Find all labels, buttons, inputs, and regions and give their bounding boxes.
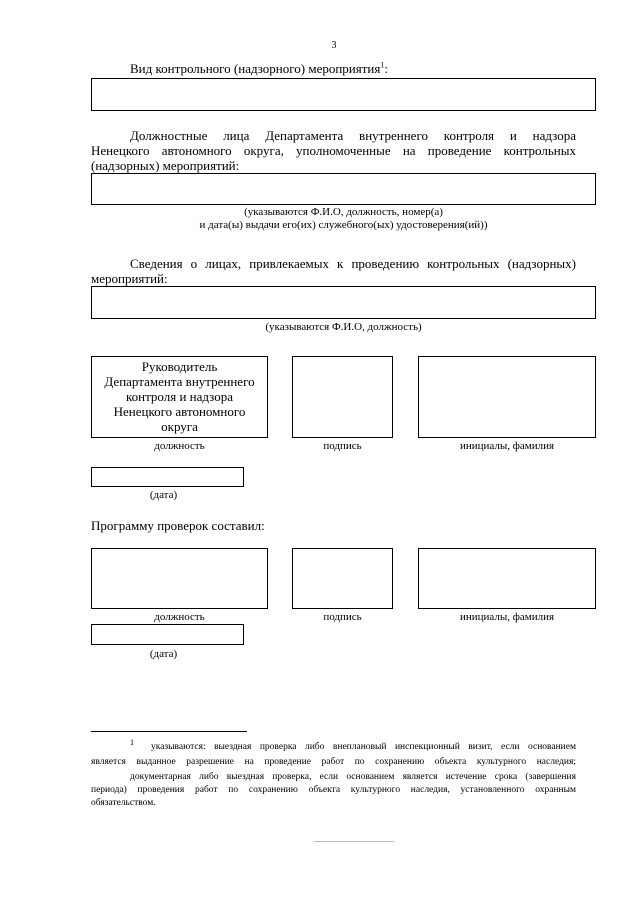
compiler-label-date: (дата) (149, 648, 178, 660)
officials-line-2: Ненецкого автономного округа, уполномоченные на проведение контрольных (91, 143, 576, 158)
head-position-line: контроля и надзора (125, 389, 234, 404)
footnote-para1-line1 (91, 737, 576, 753)
officials-line-1: Должностные лица Департамента внутреннего контроля и надзора (130, 128, 576, 143)
page-number: 3 (331, 40, 337, 51)
footnote-separator (91, 731, 247, 732)
persons-hint: (указываются Ф.И.О, должность) (265, 321, 422, 333)
persons-line-1: Сведения о лицах, привлекаемых к проведению контрольных (надзорных) (130, 256, 576, 271)
head-name-field[interactable] (418, 356, 596, 438)
compiler-name-field[interactable] (418, 548, 596, 609)
officials-line-3: (надзорных) мероприятий: (91, 158, 240, 173)
compiler-signature-field[interactable] (292, 548, 393, 609)
head-position-line: Ненецкого автономного (113, 404, 246, 419)
head-label-name: инициалы, фамилия (459, 440, 555, 452)
officials-hint-2: и дата(ы) выдачи его(их) служебного(ых) удостоверения(ий)) (199, 219, 488, 231)
compiler-label-position: должность (154, 611, 205, 623)
footnote-para2-line1: документарная либо выездная проверка, если основанием является истечение срока (завершения (130, 772, 576, 782)
head-date-field[interactable] (91, 467, 244, 487)
footnote-para1-line2: является выданное разрешение на проведение работ по сохранению объекта культурного наследия; (91, 757, 576, 767)
persons-line-2: мероприятий: (91, 271, 168, 286)
head-signature-field[interactable] (292, 356, 393, 438)
footnote-ref: 1 (380, 60, 385, 70)
activity-type-label (130, 61, 388, 76)
persons-field[interactable] (91, 286, 596, 319)
program-compiled-title: Программу проверок составил: (91, 518, 265, 533)
compiler-label-signature: подпись (323, 611, 362, 623)
activity-type-colon: : (384, 61, 388, 76)
head-label-date: (дата) (149, 489, 178, 501)
head-label-signature: подпись (323, 440, 362, 452)
head-position-line: Руководитель (141, 359, 218, 374)
compiler-label-name: инициалы, фамилия (459, 611, 555, 623)
officials-hint-1: (указываются Ф.И.О, должность, номер(а) (244, 206, 443, 218)
footnote-mark: 1 (130, 737, 134, 747)
bottom-rule (314, 841, 394, 842)
head-label-position: должность (154, 440, 205, 452)
footnote-para2-line3: обязательством. (91, 798, 156, 808)
footnote-para2-line2: периода) проведения работ по сохранению объекта культурного наследия, установленного охранным (91, 785, 576, 795)
footnote-para1-line1-text: указываются: выездная проверка либо внеплановый инспекционный визит, если основанием (150, 742, 576, 752)
compiler-date-field[interactable] (91, 624, 244, 645)
officials-field[interactable] (91, 173, 596, 205)
head-position-line: округа (161, 419, 198, 434)
activity-type-field[interactable] (91, 78, 596, 111)
head-position-line: Департамента внутреннего (104, 374, 255, 389)
activity-type-text: Вид контрольного (надзорного) мероприятия (130, 61, 381, 76)
compiler-position-field[interactable] (91, 548, 268, 609)
head-position-box (91, 356, 268, 438)
